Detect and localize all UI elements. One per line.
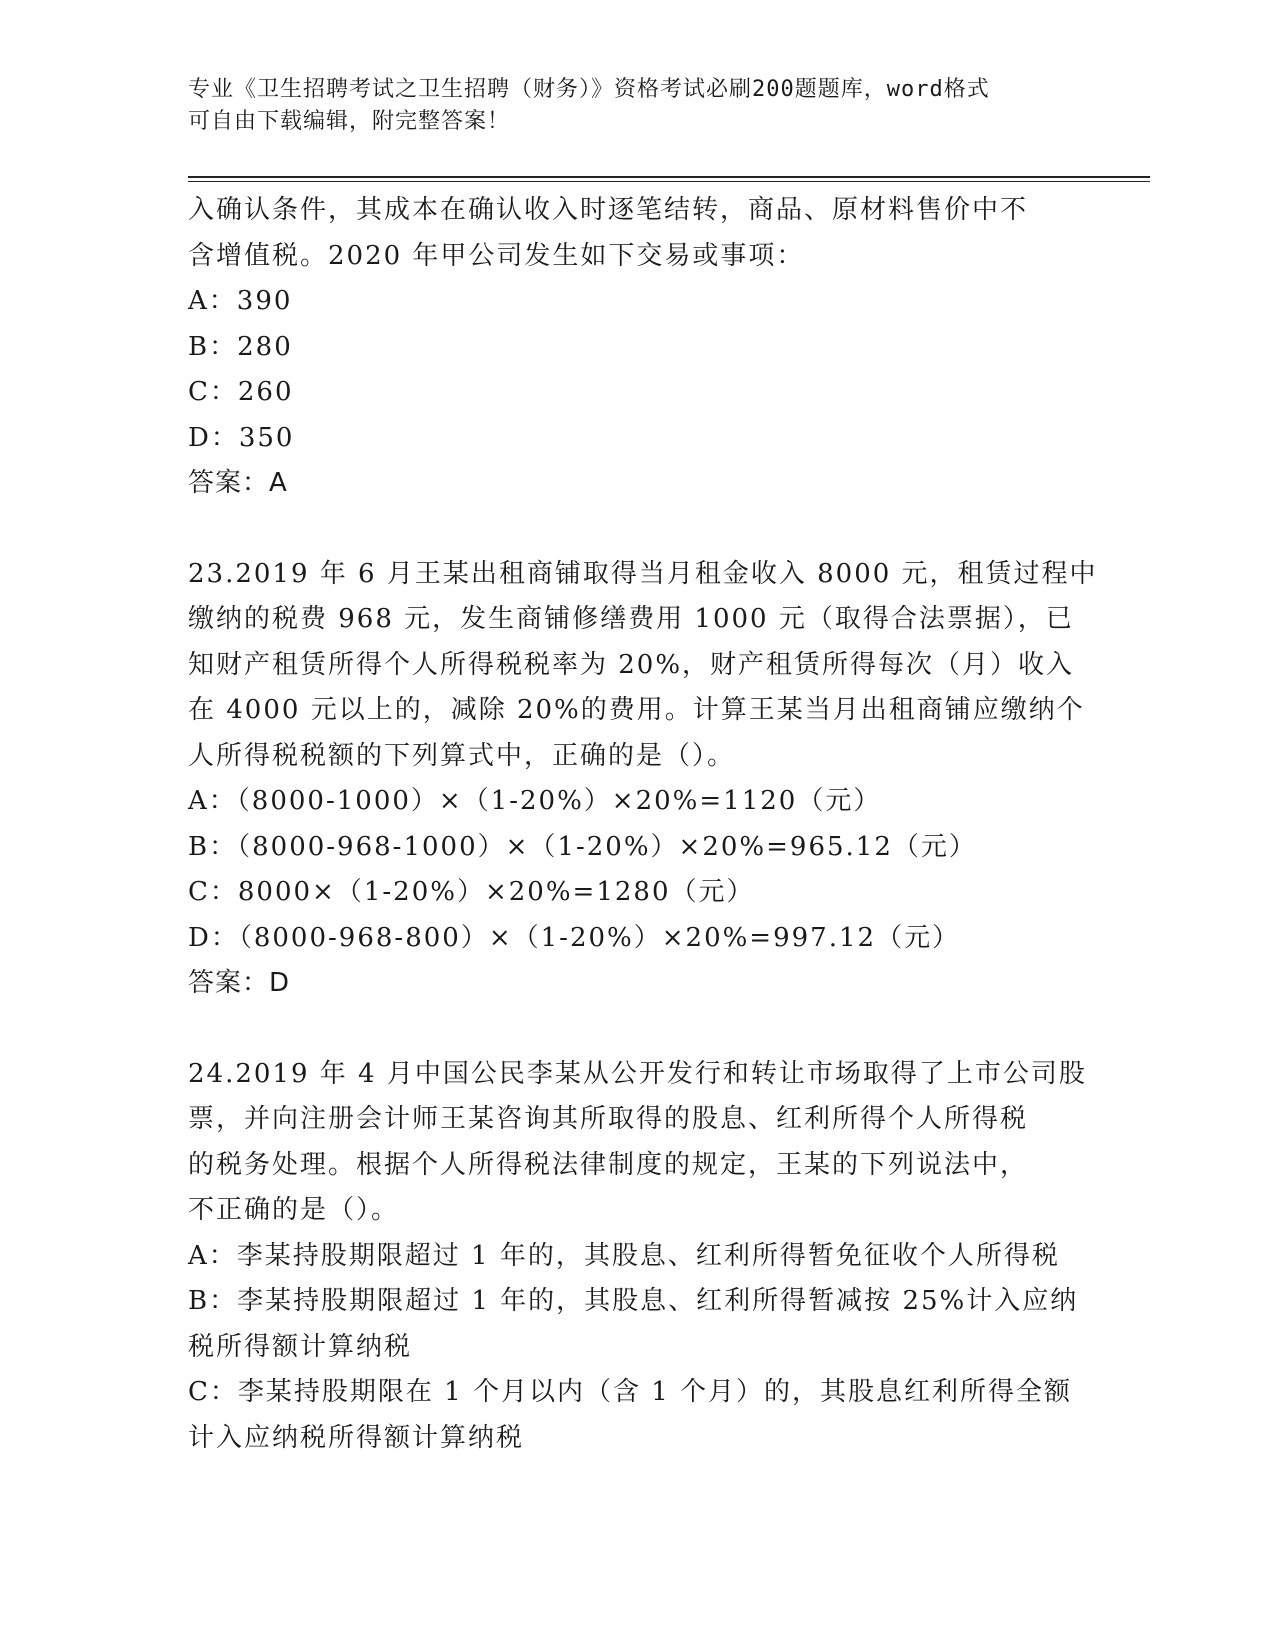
- header-title-line-1: 专业《卫生招聘考试之卫生招聘（财务）》资格考试必刷200题题库，word格式: [188, 77, 990, 102]
- question-text-line: 23.2019 年 6 月王某出租商铺取得当月租金收入 8000 元，租赁过程中: [188, 558, 1098, 589]
- option-a: A：390: [188, 286, 293, 316]
- option-c: C：李某持股期限在 1 个月以内（含 1 个月）的，其股息红利所得全额: [188, 1377, 1073, 1407]
- option-b: B：（8000-968-1000）×（1-20%）×20%=965.12（元）: [188, 831, 977, 862]
- option-c: C：8000×（1-20%）×20%=1280（元）: [188, 877, 755, 907]
- option-b: B：李某持股期限超过 1 年的，其股息、红利所得暂减按 25%计入应纳: [188, 1286, 1079, 1316]
- question-text-line: 票，并向注册会计师王某咨询其所取得的股息、红利所得个人所得税: [188, 1104, 1029, 1134]
- option-b: B：280: [188, 331, 293, 362]
- option-d: D：（8000-968-800）×（1-20%）×20%=997.12（元）: [188, 922, 961, 953]
- question-23: [188, 552, 1098, 1007]
- question-text-line: 含增值税。2020 年甲公司发生如下交易或事项：: [188, 240, 805, 271]
- option-b-continued: 税所得额计算纳税: [188, 1331, 413, 1362]
- question-text-line: 入确认条件，其成本在确认收入时逐笔结转，商品、原材料售价中不: [188, 195, 1029, 225]
- question-text-line: 知财产租赁所得个人所得税税率为 20%，财产租赁所得每次（月）收入: [188, 649, 1075, 680]
- spacer: [188, 507, 1088, 552]
- answer-label: 答案：D: [188, 968, 291, 998]
- document-body: [188, 188, 1098, 1461]
- question-text-line: 不正确的是（）。: [188, 1195, 400, 1225]
- question-22: [188, 188, 1088, 507]
- option-c-continued: 计入应纳税所得额计算纳税: [188, 1422, 525, 1453]
- answer-label: 答案：A: [188, 468, 288, 498]
- header-title-line-2: 可自由下载编辑，附完整答案！: [188, 109, 511, 134]
- option-d: D：350: [188, 422, 295, 453]
- question-text-line: 的税务处理。根据个人所得税法律制度的规定，王某的下列说法中，: [188, 1149, 1029, 1180]
- header-divider-thin: [188, 181, 1150, 182]
- header-divider-thick: [188, 176, 1150, 178]
- question-text-line: 24.2019 年 4 月中国公民李某从公开发行和转让市场取得了上市公司股: [188, 1058, 1087, 1089]
- question-24: [188, 1052, 1088, 1462]
- option-a: A：（8000-1000）×（1-20%）×20%=1120（元）: [188, 786, 882, 816]
- question-text-line: 缴纳的税费 968 元，发生商铺修缮费用 1000 元（取得合法票据），已: [188, 604, 1074, 634]
- option-a: A：李某持股期限超过 1 年的，其股息、红利所得暂免征收个人所得税: [188, 1240, 1060, 1271]
- spacer: [188, 1007, 1088, 1052]
- question-text-line: 在 4000 元以上的，减除 20%的费用。计算王某当月出租商铺应缴纳个: [188, 695, 1085, 725]
- document-header: [188, 74, 1088, 138]
- question-text-line: 人所得税税额的下列算式中，正确的是（）。: [188, 740, 736, 771]
- option-c: C：260: [188, 377, 294, 407]
